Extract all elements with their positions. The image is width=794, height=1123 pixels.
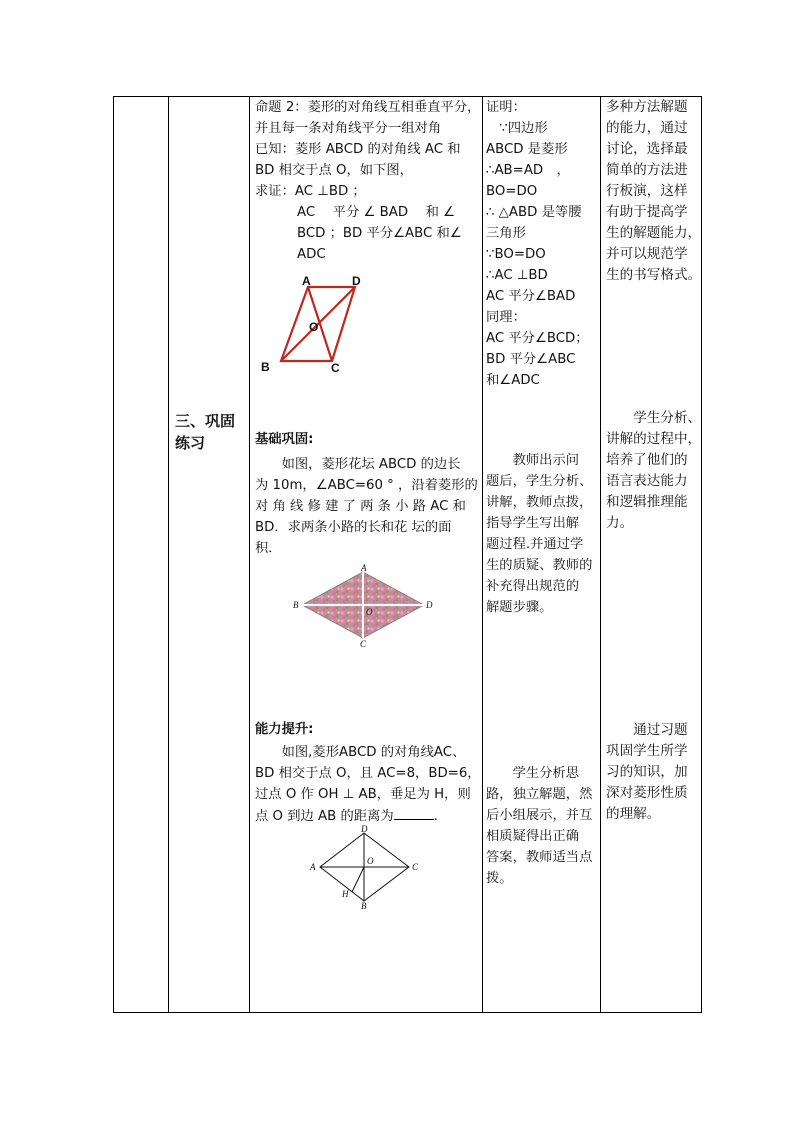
fig3-label-d: D [361,824,368,834]
col-border-0 [113,96,114,1013]
proof-line: 和∠ADC [486,373,540,388]
purpose-line: 讨论，选择最 [606,141,688,157]
table-bottom-border [113,1012,702,1013]
teacher-line: 题后，学生分析、 [486,474,593,489]
answer-blank [394,805,434,820]
proof-line: AC 平分∠BCD； [486,331,589,346]
purpose-line: 培养了他们的 [606,452,688,468]
fig2-label-o: O [366,607,373,617]
ability-line: BD 相交于点 O，且 AC=8，BD=6， [255,766,481,781]
basic-heading: 基础巩固: [255,432,314,447]
basic-line: 为 10m，∠ABC=60 ° ，沿着菱形的 [255,478,478,493]
prop-line: BCD ；BD 平分∠ABC 和∠ [297,226,462,241]
fig1-label-c: C [331,361,340,375]
teacher-line: 教师出示问 [512,453,580,468]
prop-line: 并且每一条对角线平分一组对角 [255,121,442,136]
prop-line: 已知：菱形 ABCD 的对角线 AC 和 [255,142,461,157]
fig3-label-h: H [342,889,349,899]
proof-line: ∴AB=AD ， [486,163,570,178]
teacher-line: 生的质疑、教师的 [486,558,593,573]
proof-line: BD 平分∠ABC [486,352,576,367]
purpose-basic [606,408,702,534]
flower-bed-figure [290,563,435,649]
ability-practice [255,719,481,827]
purpose-line: 的能力，通过 [606,120,688,136]
basic-practice [255,429,481,559]
teacher-line: 相质疑得出正确 [486,829,580,844]
proof-line: ∴ △ABD 是等腰 [486,205,582,220]
prop-line: 求证：AC ⊥BD ； [255,184,366,199]
fig1-label-b: B [261,360,270,374]
purpose-line: 力。 [606,515,634,531]
fig3-label-o: O [367,856,374,866]
proof-line: AC 平分∠BAD [486,289,576,304]
section-title [175,410,245,454]
basic-line: 对 角 线 修 建 了 两 条 小 路 AC 和 [255,499,466,514]
fig1-label-d: D [352,274,361,288]
proof-column [486,97,601,391]
col-border-3 [482,96,483,1013]
rhombus-figure-1 [255,272,375,378]
col-border-2 [249,96,250,1013]
teacher-line: 指导学生写出解 [486,516,580,531]
section-title-line2: 练习 [175,434,206,452]
purpose-line: 和逻辑推理能 [606,494,688,510]
purpose-line: 多种方法解题 [606,99,688,115]
teacher-line: 拨。 [486,871,513,886]
purpose-line: 学生分析、 [633,410,702,426]
purpose-line: 深对菱形性质 [606,785,688,801]
teacher-line: 补充得出规范的 [486,579,580,594]
purpose-line: 并可以规范学 [606,246,688,262]
proof-line: ∵BO=DO [486,247,546,262]
proposition-2 [255,97,481,265]
fig3-label-a: A [310,862,316,872]
proof-line: ∴AC ⊥BD [486,268,548,283]
fig3-label-b: B [361,901,367,909]
purpose-line: 通过习题 [633,722,688,738]
purpose-line: 语言表达能力 [606,473,688,489]
proof-line: ABCD 是菱形 [486,142,568,157]
purpose-line: 生的书写格式。 [606,267,702,283]
purpose-top [606,97,702,286]
prop-line: AC 平分 ∠ BAD 和 ∠ [297,205,456,220]
fig1-label-o: O [309,320,319,334]
ability-line: 如图,菱形ABCD 的对角线AC、 [281,745,466,760]
fig1-label-a: A [302,274,311,288]
teacher-line: 解题步骤。 [486,600,553,615]
fig2-label-a: A [361,563,367,573]
proof-line: ∵四边形 [486,121,548,136]
teacher-activity-ability [486,763,601,889]
prop-line: BD 相交于点 O，如下图， [255,163,413,178]
purpose-ability [606,720,702,825]
section-title-line1: 三、巩固 [175,412,236,430]
basic-line: 如图，菱形花坛 ABCD 的边长 [281,457,461,472]
prop-line: 命题 2：菱形的对角线互相垂直平分， [255,100,481,115]
purpose-line: 简单的方法进 [606,162,688,178]
proof-line: 三角形 [486,226,526,241]
teacher-activity-basic [486,450,601,618]
fig2-label-c: C [360,639,367,649]
fig3-label-c: C [412,862,419,872]
ability-question-end: . [433,809,438,824]
purpose-line: 巩固学生所学 [606,743,688,759]
teacher-line: 后小组展示，并互 [486,808,593,823]
ability-heading: 能力提升: [255,722,314,737]
ability-line: 过点 O 作 OH ⊥ AB，垂足为 H，则 [255,787,471,802]
teacher-line: 路，独立解题，然 [486,787,593,802]
purpose-line: 习的知识，加 [606,764,688,780]
basic-line: BD．求两条小路的长和花 坛的面 [255,520,452,535]
proof-line: 同理： [486,310,526,325]
purpose-line: 行板演，这样 [606,183,688,199]
rhombus-figure-3 [308,823,428,909]
basic-line: 积． [255,541,282,556]
teacher-line: 学生分析思 [512,766,580,781]
fig2-label-d: D [426,600,433,610]
teacher-line: 答案，教师适当点 [486,850,593,865]
prop-line: ADC [297,247,326,262]
purpose-line: 生的解题能力， [606,225,702,241]
fig2-label-b: B [293,600,299,610]
proof-line: BO=DO [486,184,538,199]
purpose-line: 讲解的过程中， [606,431,702,447]
purpose-line: 的理解。 [606,806,661,822]
purpose-line: 有助于提高学 [606,204,688,220]
col-border-1 [168,96,169,1013]
ability-question: 点 O 到边 AB 的距离为 [255,809,394,824]
teacher-line: 题过程.并通过学 [486,537,584,552]
proof-line: 证明： [486,100,526,115]
teacher-line: 讲解，教师点拨， [486,495,593,510]
